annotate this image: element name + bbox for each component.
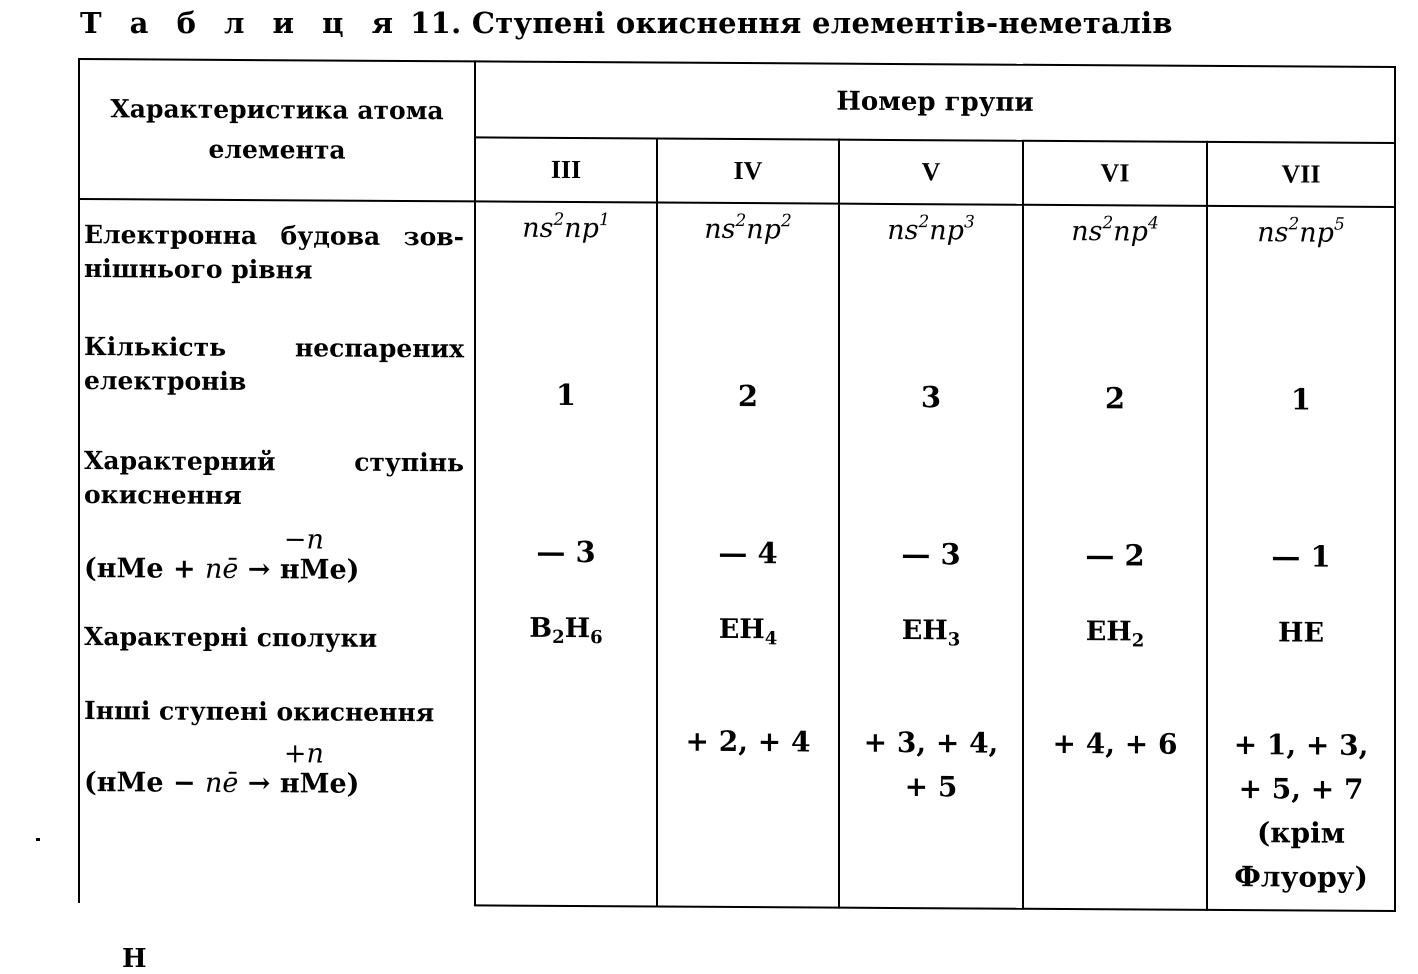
config-s-exp: 2 [918, 212, 930, 233]
typical-oxidation-IV: — 4 [718, 535, 778, 571]
header-group-III: III [475, 137, 657, 202]
config-p-exp: 1 [598, 210, 610, 231]
other-formula-left: (нМе − [84, 767, 206, 799]
config-p-exp: 4 [1147, 213, 1159, 234]
compound-sub1: 2 [1131, 630, 1145, 652]
config-base: ns [522, 212, 554, 244]
typical-formula-ne: nē [205, 553, 239, 585]
unpaired-III: 1 [555, 377, 577, 413]
other-oxidation-VI [1024, 722, 1206, 767]
config-p: np [1113, 216, 1148, 248]
header-group-IV: IV [657, 139, 839, 204]
compound-sub2: 6 [590, 627, 603, 649]
electron-config-III [476, 209, 656, 245]
config-p-exp: 2 [780, 211, 792, 232]
oxidation-states-table [78, 58, 1396, 912]
unpaired-V: 3 [920, 380, 942, 415]
other-formula-ne: nē [205, 767, 239, 799]
other-oxidation-V [840, 721, 1022, 810]
label-unpaired-line2: електронів [84, 366, 247, 397]
config-p: np [929, 215, 964, 247]
compound-sub1: 3 [947, 629, 961, 651]
electron-config-IV [658, 211, 838, 246]
other-line1: + 4, + 6 [1052, 726, 1178, 761]
config-base: ns [887, 214, 919, 247]
other-line2 [476, 718, 656, 719]
unpaired-IV: 2 [737, 379, 759, 414]
compound-IV [658, 613, 838, 650]
compound-mid: H [564, 612, 591, 645]
other-oxidation-IV [658, 720, 838, 765]
header-row-1 [79, 59, 1395, 143]
other-formula-sup: +n [283, 738, 324, 770]
group-column-V [839, 204, 1023, 909]
group-column-III [475, 201, 657, 906]
header-characteristic: Характеристика атома елемента [79, 59, 475, 201]
config-p-exp: 5 [1333, 214, 1345, 235]
label-other-oxidation: Інші ступені окиснення [84, 696, 435, 728]
row-labels-column [79, 199, 475, 905]
label-electronic-structure [84, 218, 464, 288]
label-typical-formula [84, 524, 360, 588]
label-typical-compounds: Характерні сполуки [84, 622, 378, 653]
label-electronic-structure-line2: нішнього рівня [84, 254, 313, 285]
other-line3 [476, 718, 656, 719]
table-title [80, 6, 1173, 40]
compound-sub1: 2 [552, 626, 565, 648]
compound-III [476, 612, 656, 649]
label-unpaired-electrons [84, 330, 464, 400]
compound-main: EH [901, 615, 948, 647]
label-typical-oxidation-line2: окиснення [84, 480, 242, 511]
typical-oxidation-VI: — 2 [1085, 538, 1145, 573]
table-title-prefix: Т а б л и ц я [80, 6, 403, 40]
other-line2: + 5 [904, 770, 958, 804]
config-p: np [746, 214, 781, 246]
other-line2: + 5, + 7 [1238, 772, 1364, 806]
config-p: np [1299, 217, 1334, 249]
config-s-exp: 2 [1102, 213, 1114, 234]
typical-formula-right: нМе) [279, 554, 360, 586]
config-p: np [564, 212, 599, 245]
group-column-VI [1023, 205, 1207, 910]
label-unpaired-line1: Кількість неспарених [84, 332, 464, 364]
config-s-exp: 2 [735, 211, 747, 232]
config-base: ns [1257, 217, 1289, 249]
compound-VII [1208, 617, 1394, 649]
header-group-number: Номер групи [475, 61, 1395, 143]
unpaired-VII: 1 [1290, 382, 1312, 417]
other-formula-right: нМе) [279, 768, 360, 800]
header-group-VI: VI [1023, 141, 1207, 206]
electron-config-VII [1208, 214, 1394, 249]
config-s-exp: 2 [1288, 214, 1300, 235]
other-formula-right-wrap [279, 738, 360, 801]
config-base: ns [1071, 216, 1103, 248]
typical-oxidation-III: — 3 [536, 534, 596, 570]
body-row [79, 199, 1395, 911]
compound-main: EH [718, 613, 765, 646]
other-line1: + 2, + 4 [685, 724, 811, 759]
config-base: ns [704, 213, 736, 246]
typical-oxidation-V: — 3 [901, 537, 961, 572]
compound-main: B [529, 612, 553, 644]
other-line3: (крім [1257, 816, 1346, 850]
compound-V [840, 615, 1022, 651]
config-s-exp: 2 [553, 209, 565, 230]
other-oxidation-VII [1208, 723, 1394, 900]
other-line4: Флуору) [1234, 860, 1368, 894]
table-title-text: 11. Ступені окиснення елементів-неметалів [410, 6, 1173, 40]
other-formula-arrow: → [238, 767, 280, 800]
group-column-VII [1207, 206, 1395, 911]
group-column-IV [657, 203, 839, 908]
scan-speck [36, 838, 40, 841]
cut-off-text-fragment: Н [122, 944, 147, 974]
electron-config-V [840, 212, 1022, 247]
label-typical-oxidation [84, 444, 464, 514]
typical-formula-right-wrap [279, 524, 360, 587]
label-electronic-structure-line1: Електронна будова зов- [84, 220, 464, 252]
typical-formula-arrow: → [238, 553, 280, 586]
label-other-formula [84, 738, 360, 802]
typical-formula-left: (нМе + [84, 553, 206, 585]
config-p-exp: 3 [963, 212, 975, 233]
other-line1 [476, 718, 656, 719]
other-oxidation-III [476, 718, 656, 719]
compound-main: EH [1085, 616, 1132, 648]
compound-VI [1024, 616, 1206, 652]
compound-sub1: 4 [764, 628, 778, 650]
other-line1: + 3, + 4, [863, 725, 999, 760]
unpaired-VI: 2 [1104, 381, 1126, 416]
other-line4 [476, 718, 656, 719]
electron-config-VI [1024, 213, 1206, 248]
header-group-VII: VII [1207, 142, 1395, 207]
header-group-V: V [839, 140, 1023, 205]
label-typical-oxidation-line1: Характерний ступінь [84, 446, 464, 478]
typical-oxidation-VII: — 1 [1271, 539, 1331, 574]
compound-main: HE [1277, 617, 1325, 649]
typical-formula-sup: −n [283, 524, 324, 556]
other-line1: + 1, + 3, [1233, 728, 1369, 762]
